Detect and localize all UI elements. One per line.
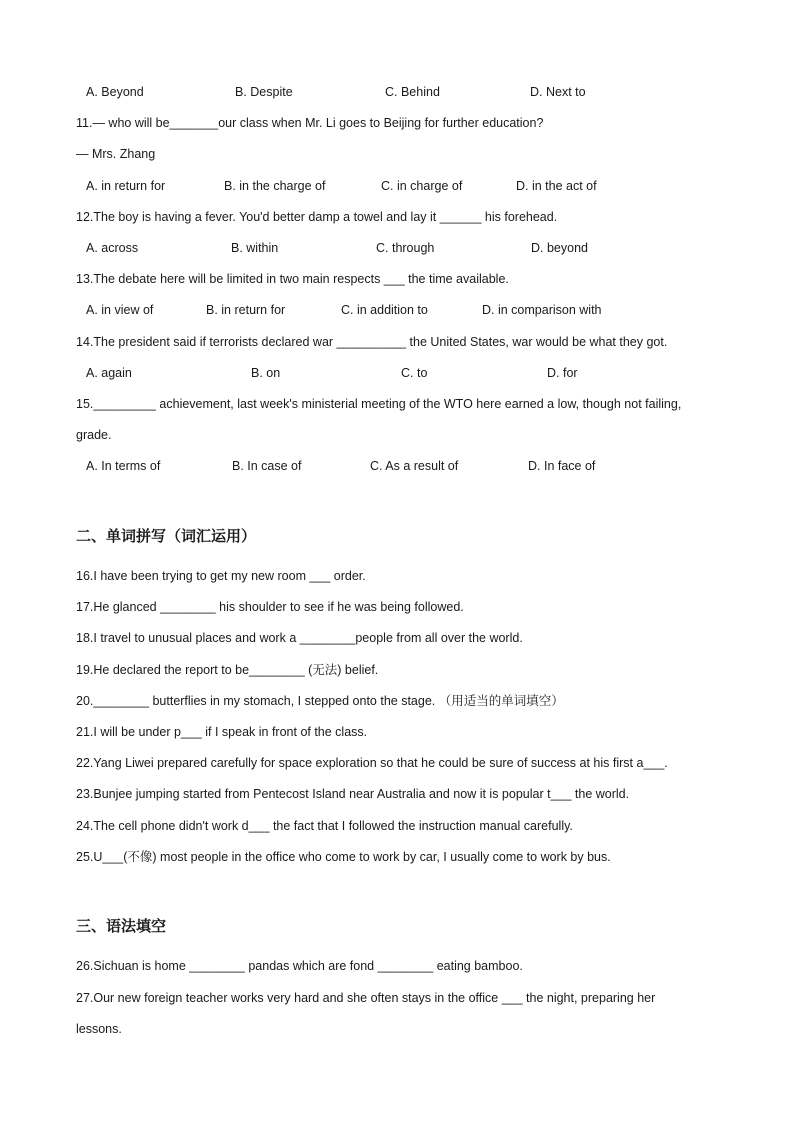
q15-option-a: A. In terms of xyxy=(86,459,161,473)
q11-stem: 11.— who will be_______our class when Mr. Li goes to Beijing for further education? xyxy=(76,116,544,130)
q14-option-c: C. to xyxy=(401,366,428,380)
q10-options xyxy=(86,84,726,100)
q10-option-b: B. Despite xyxy=(235,85,293,99)
q18: 18.I travel to unusual places and work a ________people from all over the world. xyxy=(76,631,523,645)
q14-stem: 14.The president said if terrorists declared war __________ the United States, war would be what they got. xyxy=(76,335,668,349)
q21: 21.I will be under p___ if I speak in front of the class. xyxy=(76,725,368,739)
q12-option-b: B. within xyxy=(231,241,279,255)
q11-option-d: D. in the act of xyxy=(516,179,597,193)
q14-option-d: D. for xyxy=(547,366,578,380)
q26: 26.Sichuan is home ________ pandas which are fond ________ eating bamboo. xyxy=(76,959,523,973)
q13-option-c: C. in addition to xyxy=(341,303,428,317)
q12-option-d: D. beyond xyxy=(531,241,588,255)
q16: 16.I have been trying to get my new room ___ order. xyxy=(76,569,366,583)
section3-heading: 三、语法填空 xyxy=(76,917,167,935)
q17: 17.He glanced ________ his shoulder to see if he was being followed. xyxy=(76,600,464,614)
q23: 23.Bunjee jumping started from Pentecost Island near Australia and now it is popular t___ the world. xyxy=(76,787,630,801)
q19: 19.He declared the report to be________ (无法) belief. xyxy=(76,663,379,677)
q27-line2: lessons. xyxy=(76,1022,122,1036)
q10-option-c: C. Behind xyxy=(385,85,440,99)
q22: 22.Yang Liwei prepared carefully for space exploration so that he could be sure of success at his first a___. xyxy=(76,756,668,770)
q12-stem: 12.The boy is having a fever. You'd better damp a towel and lay it ______ his forehead. xyxy=(76,210,558,224)
q15-option-c: C. As a result of xyxy=(370,459,459,473)
q11-option-c: C. in charge of xyxy=(381,179,463,193)
q10-option-d: D. Next to xyxy=(530,85,586,99)
q15-stem-line1: 15._________ achievement, last week's ministerial meeting of the WTO here earned a low, though not failing, xyxy=(76,397,682,411)
q15-stem-line2: grade. xyxy=(76,428,112,442)
q10-option-a: A. Beyond xyxy=(86,85,144,99)
q12-option-c: C. through xyxy=(376,241,435,255)
q11-answer-line: — Mrs. Zhang xyxy=(76,147,156,161)
q14-options xyxy=(86,365,726,381)
q13-option-b: B. in return for xyxy=(206,303,286,317)
q12-option-a: A. across xyxy=(86,241,139,255)
section2-heading: 二、单词拼写（词汇运用） xyxy=(76,527,257,545)
q14-option-b: B. on xyxy=(251,366,281,380)
q25: 25.U___(不像) most people in the office who come to work by car, I usually come to work by bus. xyxy=(76,850,611,864)
q15-option-b: B. In case of xyxy=(232,459,302,473)
q24: 24.The cell phone didn't work d___ the fact that I followed the instruction manual carefully. xyxy=(76,819,573,833)
q13-stem: 13.The debate here will be limited in two main respects ___ the time available. xyxy=(76,272,509,286)
q13-option-d: D. in comparison with xyxy=(482,303,602,317)
q12-options xyxy=(86,240,726,256)
q11-option-b: B. in the charge of xyxy=(224,179,326,193)
q27-line1: 27.Our new foreign teacher works very hard and she often stays in the office ___ the night, preparing her xyxy=(76,991,656,1005)
q15-option-d: D. In face of xyxy=(528,459,596,473)
q14-option-a: A. again xyxy=(86,366,132,380)
q11-options xyxy=(86,178,726,194)
q13-options xyxy=(86,302,726,318)
q20: 20.________ butterflies in my stomach, I stepped onto the stage. （用适当的单词填空） xyxy=(76,694,564,708)
q13-option-a: A. in view of xyxy=(86,303,154,317)
q15-options xyxy=(86,458,726,474)
q11-option-a: A. in return for xyxy=(86,179,166,193)
